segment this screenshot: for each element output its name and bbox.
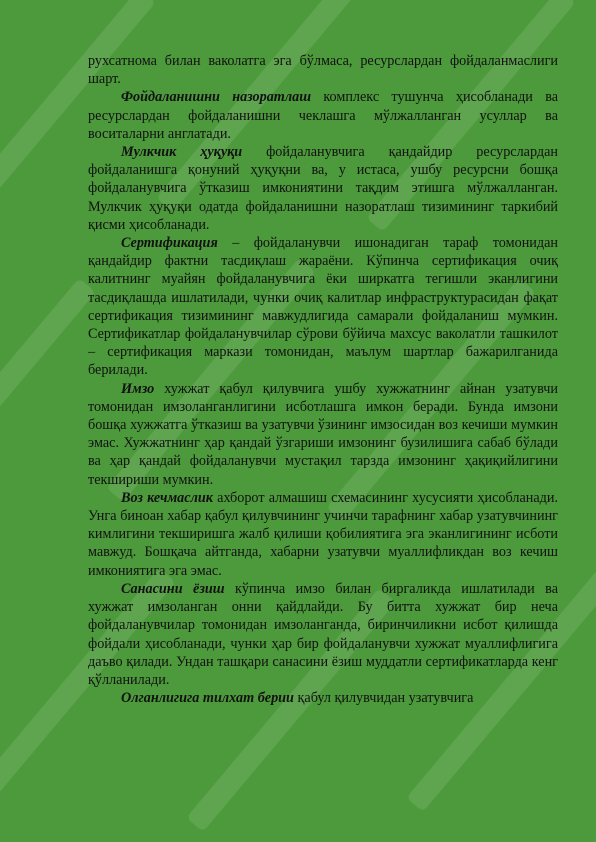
term-heading: Имзо <box>121 380 155 397</box>
term-heading: Санасини ёзиш <box>121 580 225 597</box>
paragraph-text: қабул қилувчидан узатувчига <box>293 690 474 707</box>
paragraph-text: фойдаланувчига қандайдир ресурслардан фойдаланишга қонуний ҳуқуқни ва, у истаса, ушбу ресурсни бошқа фойдаланувчига ўтказиш имкониятини тақдим этишга мўлжалланган. Мулкчик ҳуқуқи одатда фойдаланишни назоратлаш тизимининг таркибий қисми ҳисобланади. <box>88 144 558 233</box>
paragraph-text: комплекс тушунча ҳисобланади ва ресурслардан фойдаланишни чеклашга мўлжалланган усуллар ва воситаларни англатади. <box>88 89 559 142</box>
paragraph-text: кўпинча имзо билан биргаликда ишлатилади ва хужжат имзоланган онни қайдлайди. Бу битта хужжат бир неча фойдаланувчилар томонидан имзоланганда, биринчиликни исбот қилишда фойдали ҳисобланади, чунки ҳар бир фойдаланувчи хужжат муаллифлигига даъво қилади. Ундан ташқари санасини ёзиш муддатли сертификатларда кенг қўлланилади. <box>88 580 558 688</box>
term-heading: Воз кечмаслик <box>121 489 213 506</box>
paragraph <box>88 489 558 580</box>
paragraph <box>88 380 558 489</box>
paragraph-text: ахборот алмашиш схемасининг хусусияти ҳисобланади. Унга биноан хабар қабул қилувчининг учинчи тарафнинг хабар узатувчининг кимлигини текширишга жалб қилиши қобилиятига эга эканлигининг исботи мавжуд. Бошқача айтганда, хабарни узатувчи муаллифликдан воз кечиш имкониятига эга эмас. <box>88 489 559 579</box>
paragraph <box>88 234 558 380</box>
paragraph <box>88 88 558 143</box>
paragraph <box>88 689 558 707</box>
term-heading: Фойдаланишни назоратлаш <box>121 89 312 106</box>
term-heading: Олганлигига тилхат берии <box>121 690 294 707</box>
paragraph-text: хужжат қабул қилувчига ушбу хужжатнинг айнан узатувчи томонидан имзоланганлигини исботлашга имкон беради. Бунда имзони бошқа хужжатга ўтказиш ва узатувчи ўзининг имзосидан воз кечиши мумкин эмас. Хужжатнинг ҳар қандай ўзгариши имзонинг бузилишига сабаб бўлади ва ҳар қандай фойдаланувчи мустақил тарзда имзонинг ҳақиқийлигини текшириши мумкин. <box>88 380 558 488</box>
document-page <box>88 52 558 707</box>
term-heading: Сертификация <box>121 235 218 252</box>
paragraph <box>88 580 558 689</box>
term-heading: Мулкчик ҳуқуқи <box>121 144 243 161</box>
paragraph-text: рухсатнома билан ваколатга эга бўлмаса, ресурслардан фойдаланмаслиги шарт. <box>88 53 558 88</box>
paragraph-text: – фойдаланувчи ишонадиган тараф томонидан қандайдир фактни тасдиқлаш жараёни. Кўпинча сертификация очиқ калитнинг муайян фойдаланувчига ёки ширкатга тегишли эканлигини тасдиқлашда ишлатилади, чунки очиқ калитлар инфраструктурасидан фақат сертификация тизимининг мавжудлигида самарали фойдаланиш мумкин. Сертификатлар фойдаланувчилар сўрови бўйича махсус ваколатли ташкилот – сертификация маркази томонидан, маълум шартлар бажарилганида берилади. <box>88 235 558 379</box>
paragraph <box>88 143 558 234</box>
paragraph <box>88 52 558 88</box>
